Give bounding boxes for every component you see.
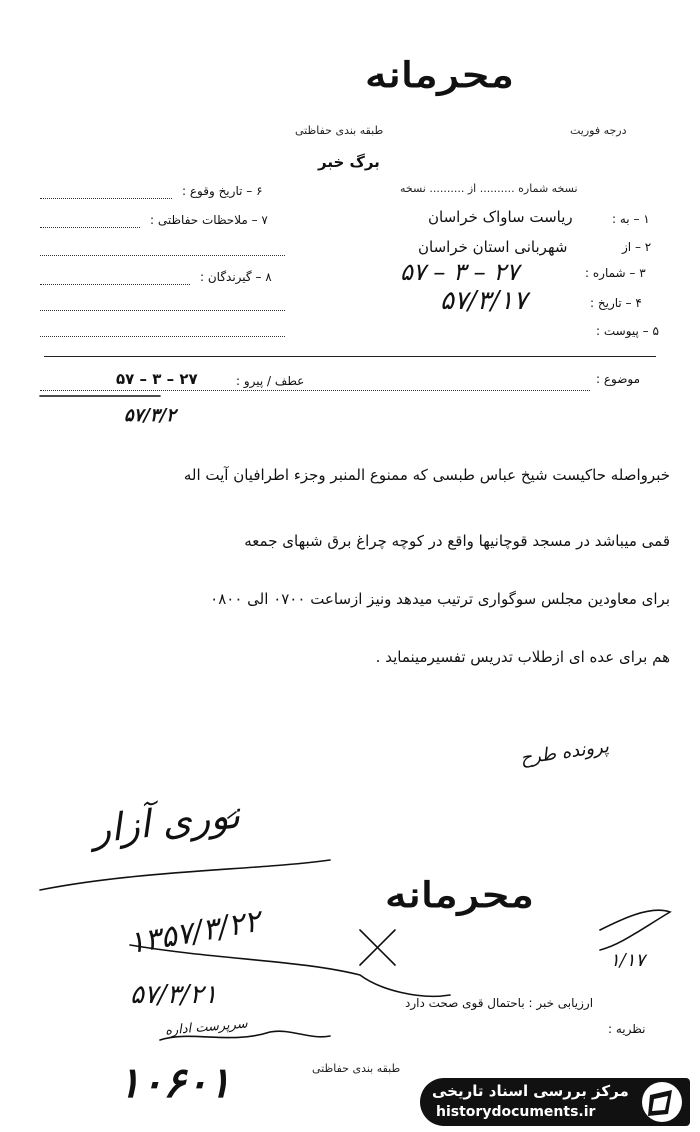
number-value: ۲۷ – ۳ – ۵۷: [400, 258, 519, 286]
assessment-text: ارزیابی خبر : باحتمال قوی صحت دارد: [405, 996, 594, 1010]
body-line-2: قمی میباشد در مسجد قوچانیها واقع در کوچه چراغ برق شبهای جمعه: [244, 532, 670, 550]
reference-label: عطف / پیرو :: [236, 374, 305, 388]
bottom-signature: سرپرست اداره: [164, 1016, 249, 1039]
urgency-label: درجه فوریت: [570, 124, 627, 137]
form-title: برگ خبر: [318, 153, 380, 171]
file-note: پرونده طرح: [518, 735, 611, 770]
occurrence-date-label: ۶ – تاریخ وقوع :: [182, 184, 263, 198]
body-line-1: خبرواصله حاکیست شیخ عباس طبسی که ممنوع المنبر وجزء اطرافیان آیت اله: [183, 466, 670, 484]
small-notes: ۱/۱۷: [610, 950, 646, 971]
protective-notes-label: ۷ – ملاحظات حفاظتی :: [150, 213, 268, 227]
copy-number: نسخه شماره .......... از .......... نسخه: [400, 182, 578, 195]
to-value: ریاست ساواک خراسان: [428, 208, 573, 226]
recipients-label: ۸ – گیرندگان :: [200, 270, 272, 284]
footer-stamp: محرمانه: [385, 875, 535, 916]
number-label: ۳ – شماره :: [585, 266, 646, 280]
from-value: شهربانی استان خراسان: [418, 238, 568, 256]
protective-class-label: طبقه بندی حفاظتی: [295, 124, 384, 137]
opinion-label: نظریه :: [608, 1022, 646, 1036]
watermark-title: مرکز بررسی اسناد تاریخی: [432, 1082, 629, 1100]
date-label: ۴ – تاریخ :: [590, 296, 642, 310]
handwritten-number: ۱۰۶۰۱: [118, 1058, 231, 1107]
classification-stamp: محرمانه: [365, 55, 515, 96]
watermark-url: historydocuments.ir: [436, 1104, 596, 1120]
subject-date: ۵۷/۳/۲: [124, 405, 176, 426]
from-label: ۲ – از: [622, 240, 652, 254]
to-label: ۱ – به :: [612, 212, 650, 226]
date-bottom: ۵۷/۳/۲۱: [130, 980, 218, 1010]
attachment-label: ۵ – پیوست :: [596, 324, 659, 338]
handwritten-name: نوری آزار: [90, 792, 243, 852]
body-line-3: برای معاودین مجلس سوگواری ترتیب میدهد ونیز ازساعت ۰۷۰۰ الی ۰۸۰۰: [210, 590, 670, 608]
body-line-4: هم برای عده ای ازطلاب تدریس تفسیرمینماید .: [375, 648, 670, 666]
footer-protective-class: طبقه بندی حفاظتی: [312, 1062, 401, 1075]
date-value: ۵۷/۳/۱۷: [440, 286, 528, 316]
subject-label: موضوع :: [596, 372, 641, 386]
date-code: ۱۳۵۷/۳/۲۲: [125, 903, 264, 962]
reference-value: ۲۷ – ۳ – ۵۷: [116, 370, 198, 388]
